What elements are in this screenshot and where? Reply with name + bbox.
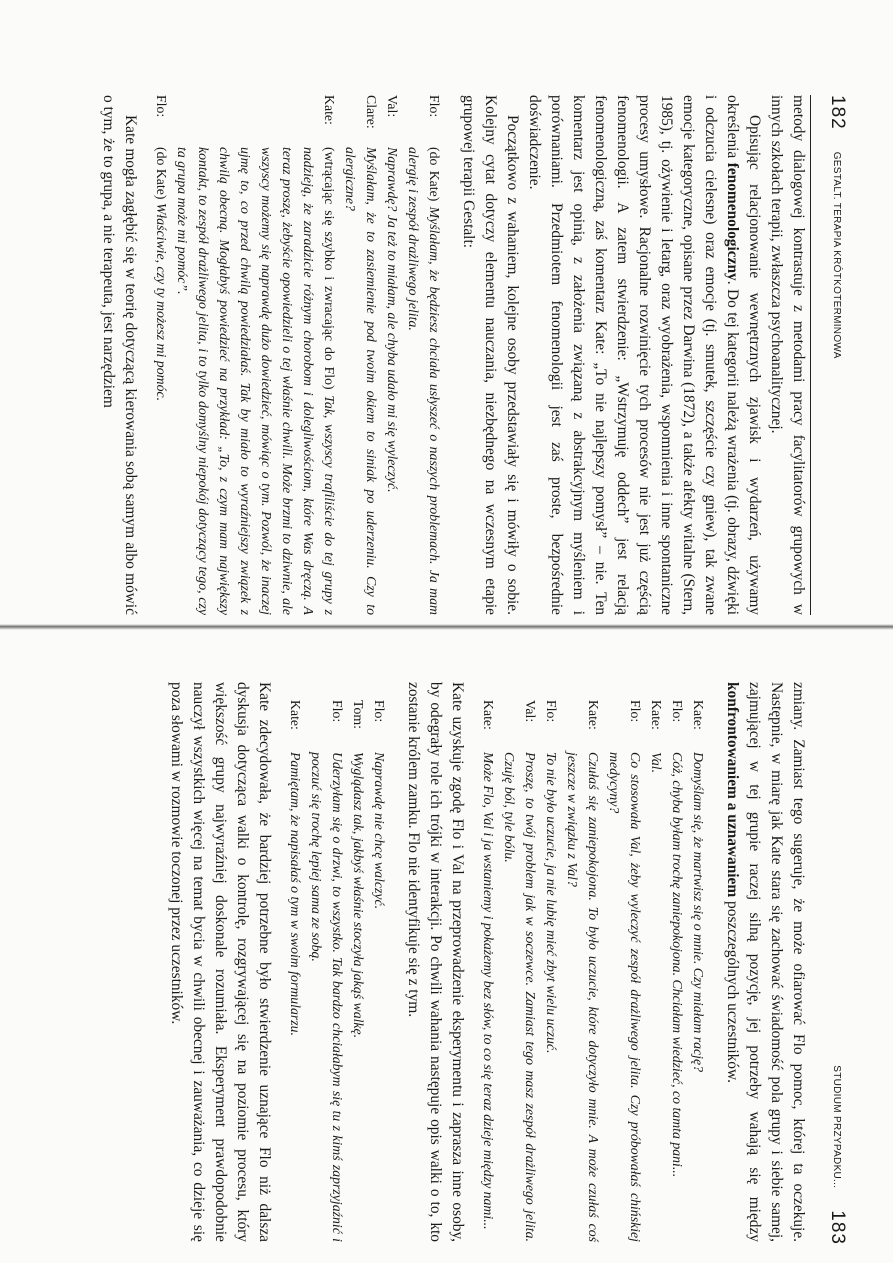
text-run: poszczególnych uczestników. — [724, 897, 741, 1083]
utterance — [340, 147, 382, 615]
dialogue-line — [667, 682, 688, 1242]
dialogue-line — [151, 95, 172, 615]
speaker: Flo: — [372, 700, 387, 723]
text-run: . Do tej kategorii należą wrażenia (tj. obrazy, dźwięki i odczucia cielesne) oraz emocje (tj. smutek, szczęście czy gniew), tak zwane emocje kategoryczne, opisane przez Darwina (1872), a także afekty witalne (Stern, 1985), tj. ożywienie i letarg, oraz wyobrażenia, wspomnienia i inne spontaniczne procesy umysłowe. Racjonalne rozwinięcie tych procesów nie jest już częścią fenomenologii. A zatem stwierdzenie: „Wstrzymuję oddech” jest relacją fenomenologiczną, zaś komentarz Kate: „To nie najlepszy pomysł” – nie. Ten komentarz jest opinią, z założenia związaną z abstrakcyjnym myśleniem i porównaniami. Przedmiotem fenomenologii jest zaś proste, bezpośrednie doświadczenie. — [526, 95, 741, 615]
dialogue-line — [369, 682, 390, 1242]
speaker: Kate: — [691, 700, 706, 730]
utterance — [151, 147, 172, 615]
paragraph: Początkowo z wahaniem, kolejne osoby przedstawiały się i mówiły o sobie. Kolejny cytat dotyczy elementu nauczania, niezbędnego na wczesnym etapie grupowej terapii Gestalt: — [460, 95, 521, 615]
utterance — [403, 147, 445, 615]
dialogue-line — [348, 682, 369, 1242]
page-number-left: 182 — [827, 95, 848, 130]
utterance-text: Uderzyłam się o drzwi, to wszystko. Tak bardzo chciałabym się tu z kimś zaprzyjaźnić i poczuć się trochę lepiej sama ze sobą. — [309, 752, 345, 1242]
paragraph: metody dialogowej kontrastuje z metodami pracy facylitatorów grupowych w innych szkołach terapii, zwłaszcza psychoanalitycznej. — [768, 95, 807, 615]
utterance — [382, 147, 403, 615]
dialogue-line — [285, 682, 306, 1242]
speaker: Flo: — [154, 95, 169, 118]
utterance-text: Tak, wszyscy trafiliście do tej grupy z nadzieją, że zaradzicie różnym chorobom i dolegliwościom, które Was dręczą. A teraz proszę, żebyście opowiedzieli o tej właśnie chwili. Może brzmi to dziwnie, ale wszyscy możemy się naprawdę dużo dowiedzieć, mówiąc o tym. Pozwól, że inaczej ujmę to, co przed chwilą powiedziałaś. Tak by miało to wyraźniejszy związek z chwilą obecną. Mogłabyś powiedzieć na przykład: „To, z czym mam największy kontakt, to zespół drażliwego jelita, i to tylko domyślny niepokój dotyczący tego, czy ta grupa może mi pomóc”. — [175, 147, 337, 615]
utterance-text: Myślałam, że będziesz chciała usłyszeć o naszych problemach. Ja mam alergię i zespół drażliwego jelita. — [406, 147, 442, 615]
utterance — [172, 147, 340, 615]
speaker: Flo: — [330, 700, 345, 723]
header-rule — [810, 95, 811, 615]
speaker: Flo: — [628, 700, 643, 723]
dialogue-block — [478, 682, 709, 1242]
stage-direction: (do Kate) — [427, 147, 442, 207]
utterance-text: Proszę, to twój problem jak w soczewce. Zamiast tego masz zespół drażliwego jelita. Czuję ból, tyle bólu. — [502, 752, 538, 1242]
dialogue-line — [562, 682, 604, 1242]
left-page-body — [97, 95, 809, 615]
paragraph — [721, 682, 809, 1242]
right-page-header — [819, 837, 855, 1245]
paragraph — [523, 95, 765, 615]
running-head-right: STUDIUM PRZYPADKU... — [831, 1065, 843, 1189]
stage-direction: (do Kate) — [154, 147, 169, 203]
utterance-text: Co stosowała Val, żeby wyleczyć zespół drażliwego jelita. Czy próbowałaś chińskiej medycyny? — [607, 752, 643, 1242]
left-page — [0, 0, 893, 624]
dialogue-line — [172, 95, 340, 615]
speaker: Kate: — [586, 700, 601, 730]
speaker: Flo: — [544, 700, 559, 723]
right-page-body — [165, 682, 809, 1242]
speaker: Val: — [385, 95, 400, 118]
utterance-text: Val. — [649, 752, 664, 774]
book-spine-shadow — [0, 624, 893, 630]
paragraph: Kate uzyskuje zgodę Flo i Val na przeprowadzenie eksperymentu i zaprasza inne osoby, by odegrały role ich trójki w interakcji. Po chwili wahania następuje opis walki o to, kto zostanie królem zamku. Flo nie identyfikuje się z tym. — [405, 682, 466, 1242]
speaker: Flo: — [670, 700, 685, 723]
speaker: Clare: — [364, 95, 379, 129]
utterance-text: To nie było uczucie, ja nie lubię mieć zbyt wielu uczuć. — [544, 752, 559, 1054]
utterance-text: Naprawdę nie chcę walczyć. — [372, 752, 387, 910]
utterance-text: Czułaś się zaniepokojona. To było uczucie, które dotyczyło mnie. A może czułaś coś jeszcze w związku z Val? — [565, 752, 601, 1242]
dialogue-line — [403, 95, 445, 615]
utterance-text: Wyglądasz tak, jakbyś właśnie stoczyła jakąś walkę. — [351, 752, 366, 1039]
speaker: Kate: — [288, 700, 303, 730]
dialogue-line — [604, 682, 646, 1242]
utterance-text: Właściwie, czy ty możesz mi pomóc. — [154, 202, 169, 402]
utterance-text: Myślałam, że to zasiemienie pod twoim okiem to siniak po uderzeniu. Czy to alergiczne? — [343, 147, 379, 615]
dialogue-line — [646, 682, 667, 1242]
paragraph: Kate mogła zagłębić się w teorię dotyczącą kierowania sobą samym albo mówić o tym, że to grupa, a nie terapeuta, jest narzędziem — [100, 95, 139, 615]
speaker: Kate: — [322, 95, 337, 125]
bold-term: konfrontowaniem a uznawaniem — [724, 682, 741, 898]
right-page — [0, 632, 893, 1263]
speaker: Tom: — [351, 700, 366, 729]
speaker: Kate: — [649, 700, 664, 730]
speaker: Val: — [523, 700, 538, 723]
utterance-text: Pamiętam, że napisałaś o tym w swoim formularzu. — [288, 752, 303, 1036]
dialogue-line — [499, 682, 541, 1242]
paragraph: Kate zdecydowała, że bardziej potrzebne było stwierdzenie uznające Flo niż dalsza dyskusja dotycząca walki o kontrolę, rozgrywającej się na poziomie procesu, który większość grupy najwyraźniej doskonale rozumiała. Eksperyment prawdopodobnie nauczył wszystkich więcej na temat bycia w chwili obecnej i zauważania, co dzieje się poza słowami w rozmowie toczonej przez uczestników. — [168, 682, 273, 1242]
dialogue-line — [478, 682, 499, 1242]
dialogue-line — [688, 682, 709, 1242]
dialogue-block — [285, 682, 390, 1242]
running-head-left: GESTALT. TERAPIA KRÓTKOTERMINOWA — [831, 151, 843, 359]
dialogue-block — [151, 95, 445, 615]
dialogue-line — [340, 95, 382, 615]
utterance-text: Cóż, chyba byłam trochę zaniepokojona. Chciałam wiedzieć, co tamta pani... — [670, 752, 685, 1178]
dialogue-line — [541, 682, 562, 1242]
text-run: Opisując relacjonowanie wewnętrznych zjawisk i wydarzeń, używamy określenia — [724, 95, 763, 615]
utterance-text: Domyślam się, że martwisz się o mnie. Czy miałam rację? — [691, 752, 706, 1072]
left-page-header — [819, 95, 855, 615]
dialogue-line — [306, 682, 348, 1242]
stage-direction: (wtrącając się szybko i zwracając do Flo) — [322, 147, 337, 396]
speaker: Kate: — [481, 700, 496, 730]
page-number-right: 183 — [827, 1210, 848, 1245]
speaker: Flo: — [427, 95, 442, 118]
dialogue-line — [382, 95, 403, 615]
bold-term: fenomenologiczny — [724, 162, 741, 281]
utterance-text: Może Flo, Val i ja wstaniemy i pokażemy bez słów, to co się teraz dzieje między nami... — [481, 752, 496, 1230]
text-run: zmiany. Zamiast tego sugeruje, że może ofiarować Flo pomoc, której ta oczekuje. Następnie, w miarę jak Kate stara się zachować świadomość pola grupy i siebie samej, zajmującej w tej grupie raczej silną pozycję, jej potrzeby wahają się między — [746, 682, 807, 1242]
utterance-text: Naprawdę? Ja też to miałam, ale chyba udało mi się wyleczyć. — [385, 147, 400, 493]
